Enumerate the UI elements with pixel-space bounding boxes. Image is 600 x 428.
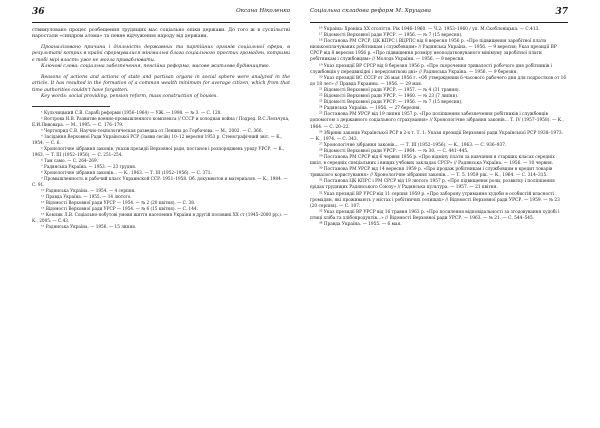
- footnote: ²⁹ Постанова РМ СРСР від 6 червня 1956 р. «Про відміну плати за навчання в старших класах середніх шкіл, в середніх спеціальних і вищих учбових закладах СРСР» // Радянська Україна. — 1956. — 10 червня.: [310, 154, 555, 167]
- left-body-text: [32, 28, 290, 101]
- footnote: ¹⁹ Указ президії ВР СРСР від 8 березня 1956 р. «Про скорочення тривалості робочого дня робітників і службовців у передвихідні і передсвяткові дні» // Радянська Україна. — 1956. — 9 березня.: [310, 63, 552, 75]
- footnote-separator: [32, 106, 110, 107]
- right-page: [300, 0, 600, 428]
- footnote: ²¹ Відомості Верховної ради УРСР. — 1957. — № 4 (31 травня).: [319, 87, 460, 93]
- footnote: ¹³ Відомості Верховної ради УРСР — 1954. — № 6 (15 квітня). — С. 144.: [41, 206, 198, 212]
- footnote: ⁸ Хронологічне зібрання законів… — К., 1963. — Т. III (1952–1956). — С. 371.: [41, 170, 212, 175]
- english-abstract: Reasons of actions and actions of state and partisan organs in social sphere were analyzed in the article. It has resulted in the formation of a common wealth minimum for average citizen, which from that time authorities couldn't have forgotten.: [32, 74, 290, 93]
- footnote: ³⁴ Правда Україна. — 1955. — 6 мая.: [319, 222, 402, 227]
- footnote: ⁶ Там само. — С. 264–269.: [41, 157, 98, 163]
- footnote: ³¹ Постанова ЦК КПРС і РМ СРСР від 19 лютого 1957 р. «Про підвищення роли, розвитку і поліпшення єрідах трудящих Радянського Союзу» // Радянська культура. — 1957. — 21 квітня.: [310, 179, 555, 191]
- footnote: ¹¹ Правда Україна. — 1955. — 14 лютого.: [41, 194, 132, 200]
- english-keywords: Key words: social providing, pension reform, mass construction of houses.: [41, 94, 218, 100]
- footnote: ⁹ Промышленность и рабочий класс Украинской ССР. 1951–1958. Об. документов и материалов. — К., 1984. — С. 91.: [32, 176, 288, 188]
- continuation-paragraph: ствимуловано процес розбещення трудящих мас соціально опіки держави. До того ж в суспільстві наростали «синдром атома» та певне відчуження народу від держави.: [32, 28, 290, 40]
- right-page-number: 37: [555, 7, 568, 17]
- footnote: ¹⁰ Радянська Україна. — 1954. — 4 серпня.: [41, 188, 136, 194]
- left-page-number: 36: [32, 7, 45, 17]
- footnote: ¹ Кульчицький С.В. Сарабі реформи (1956–1964) — УЖ. — 1998. — № 3. — С. 120.: [41, 109, 222, 115]
- footnote: ³³ Указ президії ВР УРСР від 16 травня 1963 р. «Про посилення відповідальності за згодовування худобі і птиці хліба та хлібопродуктів…» // Відомості Верховної ради УРСР. — 1963. — № 21. — С. 544–545.: [310, 209, 560, 221]
- right-footnotes: [310, 27, 568, 228]
- right-header-title: Соціальна складова реформ М. Хрущова: [310, 8, 432, 14]
- footnote: ²⁸ Відомості Верховної ради УРСР. — 1964. — № 30. — С. 441–445.: [319, 148, 469, 154]
- footnote: ²⁶ Збірник законів Української РСР в 2-х т. Т. 1: Укази президії Верховної ради Української РСР 1938–1973. — К., 1974. — С. 343.: [310, 130, 563, 142]
- left-footnotes: [32, 110, 290, 231]
- footnote: ³² Указ президії ВР УРСР від 11 серпня 1959 р. «Про заборону утримання худоби в особистій власності громадян, які проживають у містах і робітничих селищах» // Відомості Верховної ради УРСР. — 1959. — № 23 (20 серпня). — С. 107.: [310, 191, 560, 209]
- footnote: ¹⁵ Радянська Україна. — 1956. — 15 липня.: [41, 224, 137, 230]
- footnote: ²³ Відомості Верховної ради УРСР. — 1956. — № 7 (15 вересня).: [319, 100, 463, 106]
- footnote: ³⁰ Постанова РМ УРСР від 14 вересня 1959 р. «Про продаж робітникам і службовцям в кредит товарів тривалого користування» // Хронологічне зібрання законів… — Т. 5. 1959 рік. — К., 1964. — С. 314–315.: [310, 167, 553, 179]
- left-header-title: Оксана Ніколенко: [236, 8, 290, 14]
- footnote: ¹⁸ Постанова РМ СРСР, ЦК КПРС і ВЦРПС від 8 вересня 1956 р. «Про підвищення заробітної плати низькооплачуваних робітникам і службовцям» // Радянська Україна. — 1956. — 9 вересня; Указ президії ВР СРСР від 8 вересня 1956 р. «Про підвищення розміру неоподатковуваного мінімуму заробітної плати робітникам і службовцям» // Молодь України. — 1956. — 9 вересня.: [310, 39, 557, 63]
- abstract-paragraph: Проаналізовано причини і діяльність державних та партійних органів соціальної сфери, в результаті котрих в країні сформувалися мінімальні блага соціального простих громадян, котрими є тобі мірі власть уже не могла приваблювати.: [32, 44, 290, 63]
- footnote: ¹⁷ Відомості Верховної ради УРСР. — 1956. — № 7 (15 вересня).: [319, 33, 463, 39]
- footnote: ² Вострова Н.В. Развитие военно-промышленного комплекса // СССР и холодная война / Подред. В.С.Лельчука, Е.И.Пивовара. — М., 1995. — С. 176–179.: [32, 115, 290, 127]
- right-page-header: [310, 6, 568, 23]
- left-page-header: [32, 6, 290, 23]
- footnote: ⁵ Хронологічне зібрання законів, указів президії Верховної ради, постанов і розпоряджень уряду УРСР. — К., 1963. — Т. III (1952–1956). — С. 251–254.: [32, 145, 285, 157]
- footnote: ¹² Відомості Верховної ради УРСР — 1954. — № 2 (20 квітня). — С. 38.: [41, 200, 196, 206]
- footnote: ⁷ Радянська Україна. — 1953. — 23 грудня.: [41, 163, 137, 169]
- footnote: ²⁷ Хронологічне зібрання законів… — Т. III (1952–1956). — К., 1963. — С. 936–937.: [319, 142, 507, 148]
- footnote: ⁴ Засідання Верховної Ради Української РСР (Заяви сесіїв) 10–12 вересня 1953 р. Стенографічний звіт. — К., 1954. — С. 6.: [32, 133, 283, 145]
- footnote: ²² Відомості Верховної ради УРСР. — 1960. — № 23 (7 липня).: [319, 94, 459, 100]
- footnote: ³ Чертоприд С.В. Научно-технологическая разведка от Ленина до Горбачова. — М., 2002. — С. 366.: [41, 127, 263, 133]
- footnote: ¹⁴ Комлик Л.В. Соціально-побутові умови життя населення України в другій половині XX ст (1945–2000 рр.). — К., 2005. — С.43.: [32, 212, 288, 224]
- footnote: ²⁰ Указ президії ВС СССР от 26 мая 1956 г. «Об утверждении 6-часового рабочего дня для подростков от 16 до 18 лет» // Правда Украины. — 1956. — 29 мая.: [310, 75, 567, 87]
- footnote: ²⁵ Постанова РМ УРСР від 19 липня 1957 р. «Про поліпшення забезпечення робітників і службовців допомогою з державного соціального страхування» // Хронологічне зібрання законів… Т. IV (1957–1958). — К., 1964. — С. 20–22.: [310, 112, 564, 130]
- footnote: ¹⁶ Україна: Хроніка XX століття. Рік 1946–1960. — Ч.2: 1953–1960 / уп. М.Скоблоніцька. — С.413.: [319, 27, 540, 32]
- keywords-paragraph: Ключові слова: соціальна забезпечення, пенсійна реформа, масове житлове будівництво.: [41, 64, 271, 70]
- footnote: ²⁴ Радянська Україна. — 1956. — 27 березня.: [319, 106, 422, 112]
